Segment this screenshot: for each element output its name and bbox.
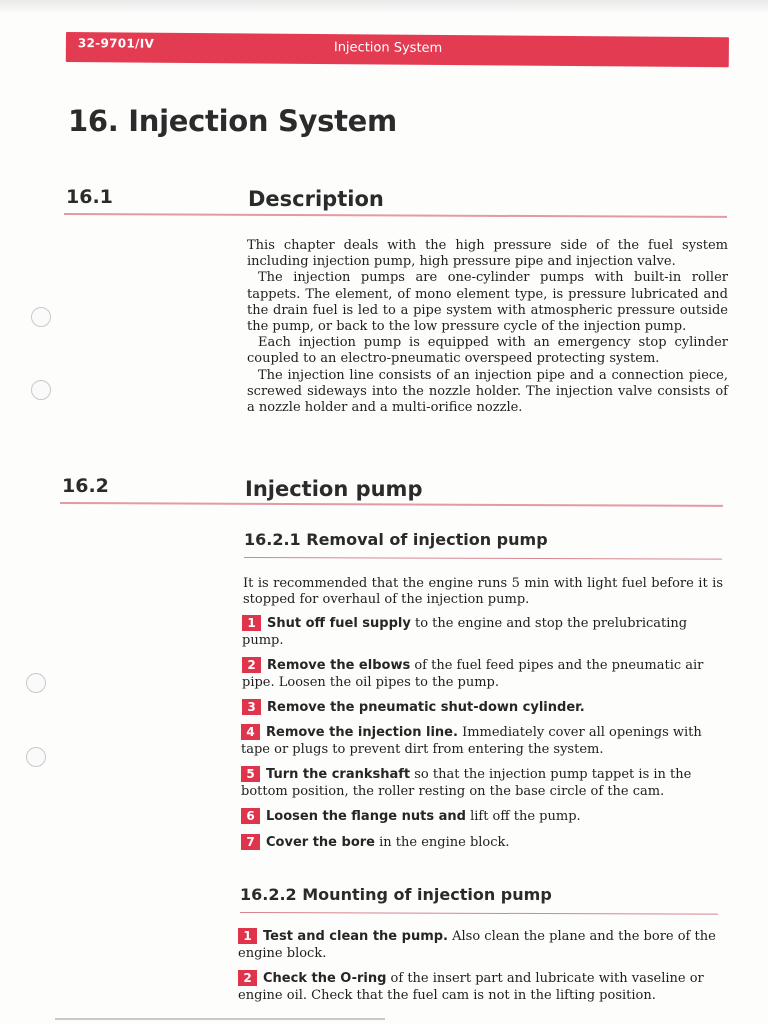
- header-band: [66, 32, 729, 67]
- punch-hole: [26, 747, 46, 767]
- footer-rule: [55, 1018, 385, 1020]
- step-action: Check the O-ring: [263, 971, 387, 986]
- section-number-16-1: 16.1: [66, 186, 113, 208]
- punch-hole: [31, 307, 51, 327]
- removal-step-1: [242, 615, 722, 649]
- description-paragraph-4: The injection line consists of an injection pipe and a connection piece, screwed sideways into the nozzle holder. The injection valve consists of a nozzle holder and a multi-orifice nozzle.: [247, 367, 728, 416]
- subsection-rule: [240, 912, 718, 915]
- chapter-title: 16. Injection System: [68, 104, 397, 138]
- removal-step-2: [242, 657, 722, 691]
- step-text: Immediately cover all openings with tape or plugs to prevent dirt from entering the system.: [241, 725, 702, 757]
- step-number-badge: 2: [242, 657, 261, 673]
- document-number: 32-9701/IV: [77, 36, 155, 51]
- step-number-badge: 1: [238, 928, 257, 944]
- section-title-description: Description: [248, 187, 384, 211]
- subsection-title-removal: 16.2.1 Removal of injection pump: [244, 530, 548, 549]
- subsection-title-mounting: 16.2.2 Mounting of injection pump: [240, 885, 552, 904]
- step-text: of the fuel feed pipes and the pneumatic air pipe. Loosen the oil pipes to the pump.: [242, 658, 704, 690]
- description-paragraph-2: The injection pumps are one-cylinder pumps with built-in roller tappets. The element, of mono element type, is pressure lubricated and the drain fuel is led to a pipe system with atmospheric pressure outside the pump, or back to the low pressure cycle of the injection pump.: [247, 270, 728, 335]
- mounting-step-1: [238, 928, 720, 962]
- step-number-badge: 2: [238, 970, 257, 986]
- step-number-badge: 6: [241, 808, 260, 824]
- removal-step-5: [241, 766, 722, 800]
- step-action: Remove the elbows: [267, 658, 411, 673]
- removal-step-3: [242, 699, 722, 716]
- subsection-rule: [244, 557, 722, 560]
- step-number-badge: 5: [241, 766, 260, 782]
- removal-intro: It is recommended that the engine runs 5 min with light fuel before it is stopped for overhaul of the injection pump.: [243, 576, 723, 608]
- step-action: Remove the injection line.: [266, 725, 458, 740]
- step-text: Also clean the plane and the bore of the engine block.: [238, 929, 716, 961]
- step-text: to the engine and stop the prelubricating pump.: [242, 616, 688, 648]
- step-action: Turn the crankshaft: [266, 767, 411, 782]
- section-rule: [60, 502, 723, 507]
- step-text: in the engine block.: [374, 835, 510, 850]
- step-action: Shut off fuel supply: [267, 616, 411, 631]
- header-title: Injection System: [333, 40, 443, 56]
- scan-shadow: [0, 0, 768, 14]
- description-paragraph-1: This chapter deals with the high pressure side of the fuel system including injection pump, high pressure pipe and injection valve.: [247, 238, 728, 270]
- removal-step-6: [241, 808, 722, 825]
- removal-step-7: [241, 834, 722, 851]
- step-number-badge: 4: [241, 724, 260, 740]
- removal-step-4: [241, 724, 722, 758]
- step-action: Test and clean the pump.: [263, 929, 448, 944]
- description-text: [247, 238, 728, 416]
- section-rule: [64, 213, 727, 218]
- step-action: Cover the bore: [266, 835, 375, 850]
- step-text: lift off the pump.: [465, 809, 581, 824]
- step-action: Remove the pneumatic shut-down cylinder.: [267, 700, 585, 715]
- step-number-badge: 3: [242, 699, 261, 715]
- punch-hole: [31, 380, 51, 400]
- description-paragraph-3: Each injection pump is equipped with an emergency stop cylinder coupled to an electro-pneumatic overspeed protecting system.: [247, 335, 728, 367]
- mounting-step-2: [238, 970, 720, 1004]
- step-text: of the insert part and lubricate with vaseline or engine oil. Check that the fuel cam is not in the lifting position.: [238, 971, 704, 1003]
- step-action: Loosen the flange nuts and: [266, 809, 466, 824]
- step-number-badge: 7: [241, 834, 260, 850]
- section-number-16-2: 16.2: [62, 475, 109, 497]
- step-number-badge: 1: [242, 615, 261, 631]
- section-title-injection-pump: Injection pump: [245, 477, 423, 501]
- step-text: so that the injection pump tappet is in the bottom position, the roller resting on the base circle of the cam.: [241, 767, 692, 799]
- punch-hole: [26, 673, 46, 693]
